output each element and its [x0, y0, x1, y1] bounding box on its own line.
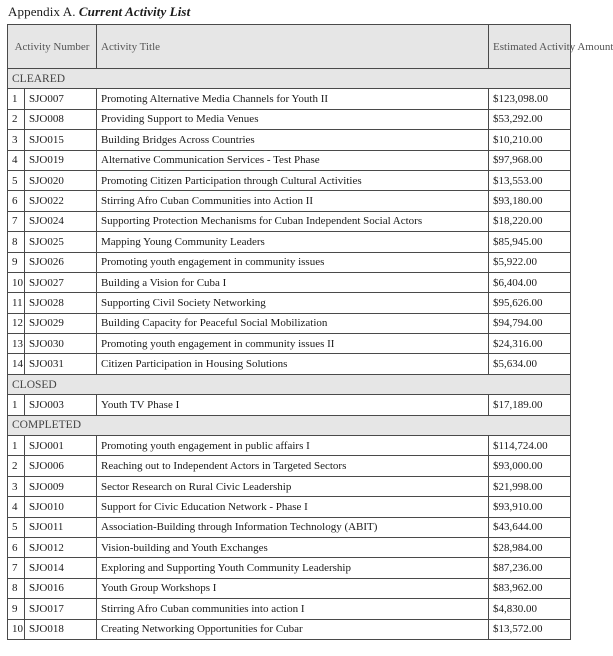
activity-title-cell: Promoting youth engagement in community issues	[97, 252, 489, 272]
table-row	[8, 130, 571, 150]
activity-title-cell: Sector Research on Rural Civic Leadership	[97, 476, 489, 496]
row-index-cell: 6	[8, 537, 25, 557]
column-header-activity-number: Activity Number	[8, 25, 97, 69]
row-index-cell: 1	[8, 89, 25, 109]
table-row	[8, 476, 571, 496]
estimated-amount-cell: $18,220.00	[489, 211, 571, 231]
row-index-cell: 8	[8, 578, 25, 598]
estimated-amount-cell: $13,553.00	[489, 170, 571, 190]
activity-title-cell: Alternative Communication Services - Test Phase	[97, 150, 489, 170]
activity-number-cell: SJO019	[25, 150, 97, 170]
activity-number-cell: SJO007	[25, 89, 97, 109]
row-index-cell: 7	[8, 558, 25, 578]
estimated-amount-cell: $17,189.00	[489, 395, 571, 415]
table-row	[8, 599, 571, 619]
table-row	[8, 619, 571, 639]
row-index-cell: 4	[8, 150, 25, 170]
table-row	[8, 517, 571, 537]
activity-number-cell: SJO008	[25, 109, 97, 129]
activity-title-cell: Promoting youth engagement in community issues II	[97, 334, 489, 354]
row-index-cell: 2	[8, 456, 25, 476]
row-index-cell: 14	[8, 354, 25, 374]
activity-number-cell: SJO006	[25, 456, 97, 476]
table-row	[8, 578, 571, 598]
section-label: CLOSED	[8, 374, 571, 394]
activity-title-cell: Building Capacity for Peaceful Social Mobilization	[97, 313, 489, 333]
estimated-amount-cell: $93,180.00	[489, 191, 571, 211]
estimated-amount-cell: $10,210.00	[489, 130, 571, 150]
row-index-cell: 5	[8, 517, 25, 537]
row-index-cell: 12	[8, 313, 25, 333]
table-row	[8, 252, 571, 272]
activity-number-cell: SJO030	[25, 334, 97, 354]
activity-number-cell: SJO026	[25, 252, 97, 272]
activity-number-cell: SJO018	[25, 619, 97, 639]
table-row	[8, 191, 571, 211]
estimated-amount-cell: $21,998.00	[489, 476, 571, 496]
section-header-row	[8, 415, 571, 435]
row-index-cell: 1	[8, 395, 25, 415]
estimated-amount-cell: $43,644.00	[489, 517, 571, 537]
table-row	[8, 395, 571, 415]
row-index-cell: 7	[8, 211, 25, 231]
row-index-cell: 1	[8, 436, 25, 456]
table-row	[8, 537, 571, 557]
estimated-amount-cell: $28,984.00	[489, 537, 571, 557]
activity-title-cell: Youth Group Workshops I	[97, 578, 489, 598]
table-row	[8, 436, 571, 456]
estimated-amount-cell: $85,945.00	[489, 232, 571, 252]
row-index-cell: 11	[8, 293, 25, 313]
activity-title-cell: Reaching out to Independent Actors in Targeted Sectors	[97, 456, 489, 476]
activity-title-cell: Promoting Alternative Media Channels for Youth II	[97, 89, 489, 109]
activity-number-cell: SJO024	[25, 211, 97, 231]
activity-title-cell: Association-Building through Information Technology (ABIT)	[97, 517, 489, 537]
table-row	[8, 272, 571, 292]
row-index-cell: 3	[8, 130, 25, 150]
activity-title-cell: Mapping Young Community Leaders	[97, 232, 489, 252]
table-row	[8, 497, 571, 517]
estimated-amount-cell: $123,098.00	[489, 89, 571, 109]
section-header-row	[8, 69, 571, 89]
table-row	[8, 170, 571, 190]
row-index-cell: 9	[8, 599, 25, 619]
activity-title-cell: Vision-building and Youth Exchanges	[97, 537, 489, 557]
table-row	[8, 293, 571, 313]
estimated-amount-cell: $95,626.00	[489, 293, 571, 313]
estimated-amount-cell: $13,572.00	[489, 619, 571, 639]
table-row	[8, 456, 571, 476]
row-index-cell: 2	[8, 109, 25, 129]
estimated-amount-cell: $93,000.00	[489, 456, 571, 476]
estimated-amount-cell: $97,968.00	[489, 150, 571, 170]
activity-number-cell: SJO016	[25, 578, 97, 598]
estimated-amount-cell: $24,316.00	[489, 334, 571, 354]
activity-title-cell: Supporting Protection Mechanisms for Cuban Independent Social Actors	[97, 211, 489, 231]
activity-number-cell: SJO022	[25, 191, 97, 211]
estimated-amount-cell: $5,922.00	[489, 252, 571, 272]
column-header-estimated-amount: Estimated Activity Amount	[489, 25, 571, 69]
activity-title-cell: Creating Networking Opportunities for Cubar	[97, 619, 489, 639]
activity-title-cell: Promoting youth engagement in public affairs I	[97, 436, 489, 456]
estimated-amount-cell: $114,724.00	[489, 436, 571, 456]
activity-number-cell: SJO010	[25, 497, 97, 517]
section-label: COMPLETED	[8, 415, 571, 435]
activity-number-cell: SJO011	[25, 517, 97, 537]
activity-title-cell: Supporting Civil Society Networking	[97, 293, 489, 313]
activity-number-cell: SJO020	[25, 170, 97, 190]
row-index-cell: 6	[8, 191, 25, 211]
table-row	[8, 89, 571, 109]
estimated-amount-cell: $87,236.00	[489, 558, 571, 578]
activity-title-cell: Providing Support to Media Venues	[97, 109, 489, 129]
activity-title-cell: Building a Vision for Cuba I	[97, 272, 489, 292]
activity-number-cell: SJO014	[25, 558, 97, 578]
estimated-amount-cell: $5,634.00	[489, 354, 571, 374]
estimated-amount-cell: $83,962.00	[489, 578, 571, 598]
activity-number-cell: SJO012	[25, 537, 97, 557]
estimated-amount-cell: $53,292.00	[489, 109, 571, 129]
table-row	[8, 313, 571, 333]
row-index-cell: 8	[8, 232, 25, 252]
activity-number-cell: SJO028	[25, 293, 97, 313]
row-index-cell: 3	[8, 476, 25, 496]
activity-title-cell: Stirring Afro Cuban communities into action I	[97, 599, 489, 619]
row-index-cell: 10	[8, 619, 25, 639]
activity-number-cell: SJO017	[25, 599, 97, 619]
table-row	[8, 354, 571, 374]
activity-number-cell: SJO003	[25, 395, 97, 415]
activity-title-cell: Promoting Citizen Participation through Cultural Activities	[97, 170, 489, 190]
estimated-amount-cell: $94,794.00	[489, 313, 571, 333]
activity-number-cell: SJO001	[25, 436, 97, 456]
appendix-label: Appendix A.	[8, 4, 76, 19]
document-heading	[8, 4, 190, 20]
row-index-cell: 9	[8, 252, 25, 272]
table-row	[8, 109, 571, 129]
column-header-activity-title: Activity Title	[97, 25, 489, 69]
row-index-cell: 10	[8, 272, 25, 292]
estimated-amount-cell: $93,910.00	[489, 497, 571, 517]
estimated-amount-cell: $6,404.00	[489, 272, 571, 292]
activity-table	[7, 24, 613, 640]
table-body	[8, 69, 571, 640]
activity-number-cell: SJO009	[25, 476, 97, 496]
activity-title-cell: Exploring and Supporting Youth Community Leadership	[97, 558, 489, 578]
row-index-cell: 5	[8, 170, 25, 190]
table-row	[8, 232, 571, 252]
section-header-row	[8, 374, 571, 394]
page-title: Current Activity List	[78, 4, 191, 19]
table-row	[8, 150, 571, 170]
activity-title-cell: Youth TV Phase I	[97, 395, 489, 415]
activity-number-cell: SJO027	[25, 272, 97, 292]
activity-number-cell: SJO025	[25, 232, 97, 252]
activity-title-cell: Support for Civic Education Network - Phase I	[97, 497, 489, 517]
activity-number-cell: SJO015	[25, 130, 97, 150]
activity-title-cell: Stirring Afro Cuban Communities into Action II	[97, 191, 489, 211]
section-label: CLEARED	[8, 69, 571, 89]
table-row	[8, 558, 571, 578]
activity-title-cell: Building Bridges Across Countries	[97, 130, 489, 150]
activity-title-cell: Citizen Participation in Housing Solutions	[97, 354, 489, 374]
row-index-cell: 4	[8, 497, 25, 517]
table-row	[8, 211, 571, 231]
table-row	[8, 334, 571, 354]
activity-number-cell: SJO029	[25, 313, 97, 333]
activity-number-cell: SJO031	[25, 354, 97, 374]
table-header-row	[8, 25, 571, 69]
row-index-cell: 13	[8, 334, 25, 354]
estimated-amount-cell: $4,830.00	[489, 599, 571, 619]
